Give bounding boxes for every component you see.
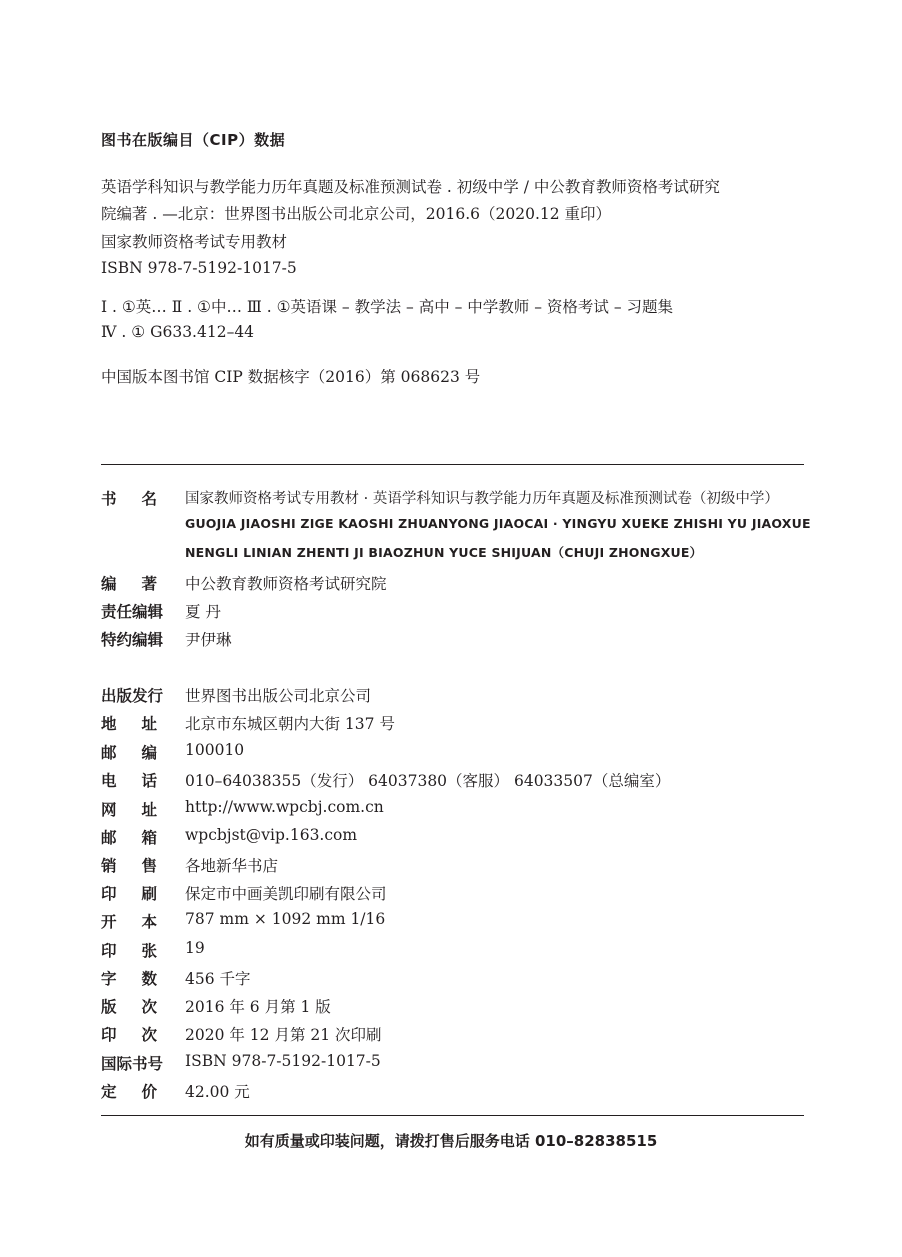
cip-line: Ⅰ . ①英… Ⅱ . ①中… Ⅲ . ①英语课 – 教学法 – 高中 – 中学教师 – 资格考试 – 习题集: [101, 298, 674, 316]
row-label: [101, 967, 157, 989]
label-char: 址: [141, 801, 157, 819]
label-text: [101, 487, 157, 509]
quality-notice: 如有质量或印装问题，请拨打售后服务电话 010–82838515: [244, 1132, 658, 1150]
label-char: 刷: [141, 885, 157, 903]
row-label: [101, 826, 157, 848]
sheets: 19: [185, 939, 205, 957]
row-label: [101, 854, 157, 876]
website: http://www.wpcbj.com.cn: [185, 798, 384, 816]
cip-line: 国家教师资格考试专用教材: [101, 233, 288, 251]
label-char: 印: [101, 942, 117, 960]
pinyin-line: GUOJIA JIAOSHI ZIGE KAOSHI ZHUANYONG JIAOCAI · YINGYU XUEKE ZHISHI YU JIAOXUE: [185, 516, 811, 531]
label-char: 网: [101, 801, 117, 819]
cip-line: 英语学科知识与教学能力历年真题及标准预测试卷 . 初级中学 / 中公教育教师资格考试研究: [101, 178, 720, 196]
row-label: [101, 939, 157, 961]
cip-heading: 图书在版编目（CIP）数据: [101, 131, 286, 149]
publisher: 世界图书出版公司北京公司: [185, 687, 372, 705]
label-char: 字: [101, 970, 117, 988]
label-char: 开: [101, 913, 117, 931]
words: 456 千字: [185, 970, 251, 988]
isbn: ISBN 978-7-5192-1017-5: [185, 1052, 381, 1070]
label-char: 电: [101, 772, 117, 790]
row-label: 国际书号: [101, 1055, 164, 1073]
book-name: 国家教师资格考试专用教材 · 英语学科知识与教学能力历年真题及标准预测试卷（初级中学）: [185, 491, 779, 507]
price: 42.00 元: [185, 1083, 250, 1101]
label-char: 次: [141, 998, 157, 1016]
row-label: [101, 910, 157, 932]
cip-line: Ⅳ . ① G633.412–44: [101, 323, 255, 341]
row-label: 特约编辑: [101, 631, 164, 649]
label-char: 本: [141, 913, 157, 931]
label-char: 地: [101, 715, 117, 733]
address: 北京市东城区朝内大街 137 号: [185, 715, 395, 733]
email: wpcbjst@vip.163.com: [185, 826, 358, 844]
cip-line: 中国版本图书馆 CIP 数据核字（2016）第 068623 号: [101, 368, 481, 386]
row-label: [101, 882, 157, 904]
label-char: 印: [101, 885, 117, 903]
label-char: 价: [141, 1083, 157, 1101]
editor: 夏 丹: [185, 603, 221, 621]
label-char: 次: [141, 1026, 157, 1044]
pinyin-line: NENGLI LINIAN ZHENTI JI BIAOZHUN YUCE SHIJUAN（CHUJI ZHONGXUE）: [185, 545, 703, 560]
row-label: [101, 1080, 157, 1102]
label-char: 销: [101, 857, 117, 875]
special-editor: 尹伊琳: [185, 631, 232, 649]
label-char: 数: [141, 970, 157, 988]
label-char: 书: [101, 490, 117, 508]
row-label: [101, 487, 157, 509]
label-char: 售: [141, 857, 157, 875]
label-char: 名: [141, 490, 157, 508]
printer: 保定市中画美凯印刷有限公司: [185, 885, 387, 903]
label-char: 定: [101, 1083, 117, 1101]
label-char: 邮: [101, 744, 117, 762]
divider-bottom: [101, 1115, 804, 1116]
row-label: [101, 769, 157, 791]
label-char: 印: [101, 1026, 117, 1044]
row-label: [101, 712, 157, 734]
label-char: 箱: [141, 829, 157, 847]
row-label: 出版发行: [101, 687, 164, 705]
sales: 各地新华书店: [185, 857, 279, 875]
row-label: [101, 995, 157, 1017]
cip-line: 院编著 . —北京：世界图书出版公司北京公司，2016.6（2020.12 重印）: [101, 205, 612, 223]
label-char: 著: [141, 575, 157, 593]
label-char: 编: [101, 575, 117, 593]
label-char: 址: [141, 715, 157, 733]
edition: 2016 年 6 月第 1 版: [185, 998, 331, 1016]
label-char: 编: [141, 744, 157, 762]
row-label: [101, 798, 157, 820]
format: 787 mm × 1092 mm 1/16: [185, 910, 386, 928]
divider-top: [101, 464, 804, 465]
phone: 010–64038355（发行） 64037380（客服） 64033507（总编室）: [185, 772, 671, 790]
label-char: 话: [141, 772, 157, 790]
author: 中公教育教师资格考试研究院: [185, 575, 387, 593]
row-label: [101, 741, 157, 763]
row-label: [101, 1023, 157, 1045]
label-char: 邮: [101, 829, 117, 847]
row-label: [101, 572, 157, 594]
label-char: 版: [101, 998, 117, 1016]
label-char: 张: [141, 942, 157, 960]
cip-line: ISBN 978-7-5192-1017-5: [101, 259, 297, 277]
row-label: 责任编辑: [101, 603, 164, 621]
postcode: 100010: [185, 741, 245, 759]
printing: 2020 年 12 月第 21 次印刷: [185, 1026, 382, 1044]
